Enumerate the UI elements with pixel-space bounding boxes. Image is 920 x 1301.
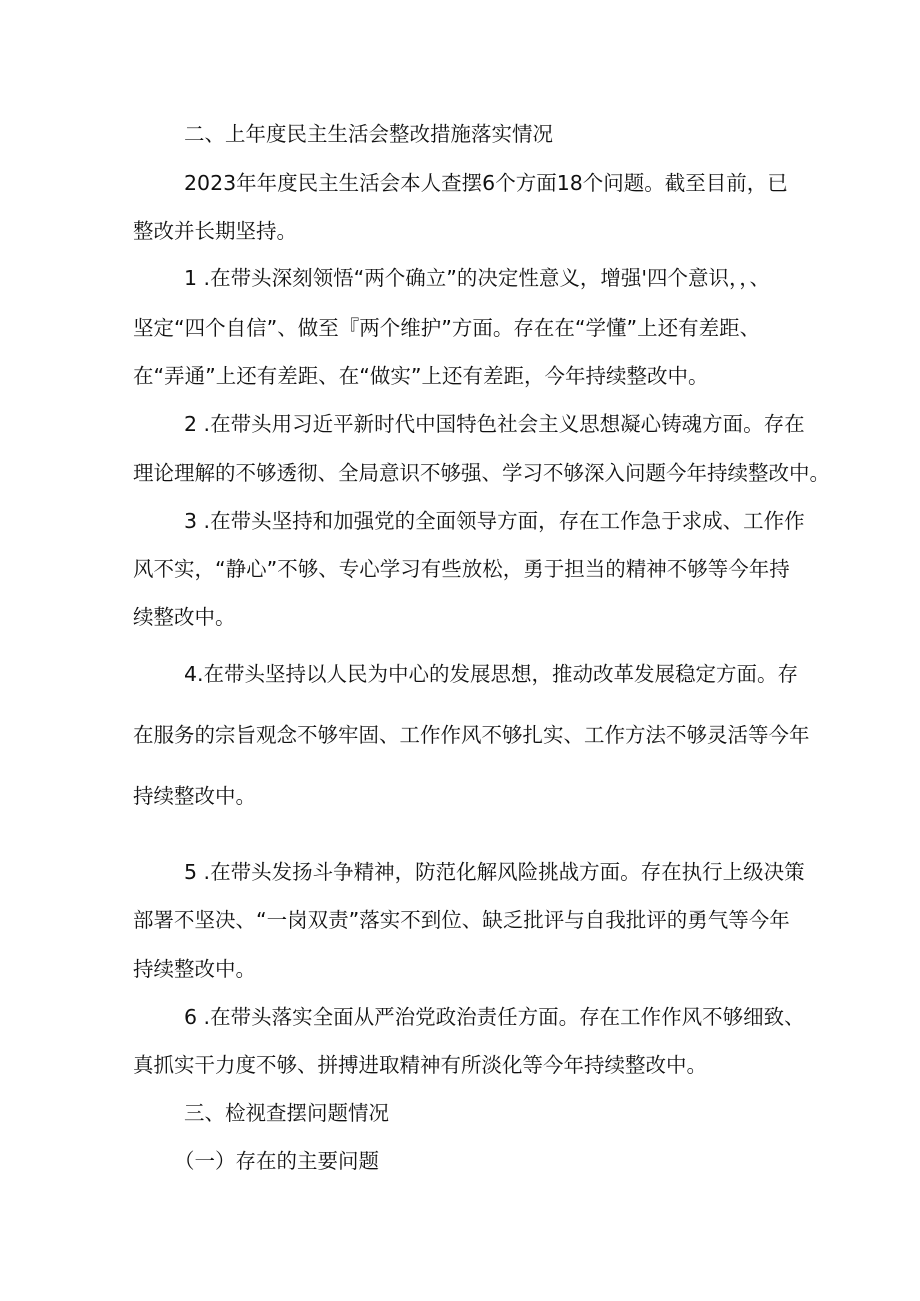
item-4-line-2: 在服务的宗旨观念不够牢固、工作作风不够扎实、工作方法不够灵活等今年 — [133, 723, 810, 747]
item-5-line-3: 持续整改中。 — [133, 957, 256, 981]
subsection-1-heading: （一）存在的主要问题 — [174, 1149, 379, 1173]
intro-paragraph-line-2: 整改并长期坚持。 — [133, 219, 297, 243]
item-5-line-2: 部署不坚决、“一岗双责”落实不到位、缺乏批评与自我批评的勇气等今年 — [133, 908, 790, 932]
item-5-line-1: 5 .在带头发扬斗争精神，防范化解风险挑战方面。存在执行上级决策 — [184, 860, 805, 884]
item-1-line-1: 1 .在带头深刻领悟“两个确立”的决定性意义，增强'四个意识，，、 — [184, 266, 770, 290]
item-2-line-2: 理论理解的不够透彻、全局意识不够强、学习不够深入问题今年持续整改中。 — [133, 461, 830, 485]
intro-paragraph-line-1: 2023年年度民主生活会本人查摆6个方面18个问题。截至目前，已 — [184, 171, 788, 195]
item-3-line-3: 续整改中。 — [133, 605, 236, 629]
item-1-line-3: 在“弄通”上还有差距、在“做实”上还有差距，今年持续整改中。 — [133, 364, 709, 388]
item-3-line-2: 风不实，“静心”不够、专心学习有些放松，勇于担当的精神不够等今年持 — [133, 557, 790, 581]
item-4-line-3: 持续整改中。 — [133, 784, 256, 808]
item-1-line-2: 坚定“四个自信”、做至『两个维护”方面。存在在“学懂”上还有差距、 — [133, 316, 761, 340]
item-6-line-1: 6 .在带头落实全面从严治党政治责任方面。存在工作作风不够细致、 — [184, 1005, 805, 1029]
section-3-heading: 三、检视查摆问题情况 — [184, 1101, 389, 1125]
item-3-line-1: 3 .在带头坚持和加强党的全面领导方面，存在工作急于求成、工作作 — [184, 509, 805, 533]
section-2-heading: 二、上年度民主生活会整改措施落实情况 — [184, 122, 553, 146]
item-6-line-2: 真抓实干力度不够、拼搏进取精神有所淡化等今年持续整改中。 — [133, 1053, 707, 1077]
item-4-line-1: 4.在带头坚持以人民为中心的发展思想，推动改革发展稳定方面。存 — [184, 662, 799, 686]
item-2-line-1: 2 .在带头用习近平新时代中国特色社会主义思想凝心铸魂方面。存在 — [184, 412, 805, 436]
